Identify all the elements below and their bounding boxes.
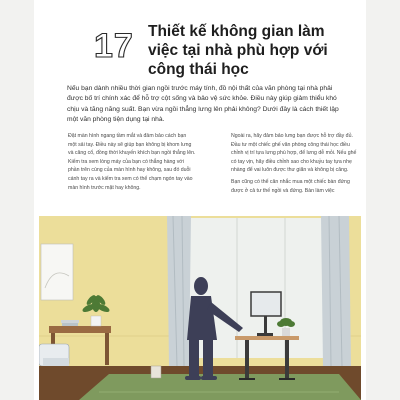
curtain-right (321, 216, 351, 366)
body-paragraph: Đặt màn hình ngang tầm mắt và đảm bảo cách bạn một sải tay. Điều này sẽ giúp bạn không bị khom lưng và căng cổ, đồng thời khuyến khích bạn ngồi thẳng lên. Kiểm tra xem lòng máy của bạn có thẳng hàng với phần trên cùng của màn hình hay không, sau đó duỗi cánh tay ra và kiểm tra xem có thể chạm ngón tay vào màn hình trước mặt hay không. (68, 133, 196, 191)
body-paragraph: Bạn cũng có thể cân nhắc mua một chiếc bàn đứng được ở cả tư thế ngồi và đứng. Bàn làm việc (231, 178, 350, 194)
sideboard (49, 326, 111, 333)
body-column-left (68, 132, 196, 195)
rug (79, 374, 361, 400)
chapter-title-line: công thái học (148, 61, 249, 78)
intro-paragraph: Nếu bạn dành nhiều thời gian ngồi trước máy tính, đồ nội thất của văn phòng tại nhà phải được bố trí chính xác để hỗ trợ cột sống và bảo vệ sức khỏe. Điều này giúp giảm thiểu khó chịu và tăng năng suất. Bạn vừa ngồi thẳng lưng lên phải không? Dưới đây là cách thiết lập một văn phòng tiện dụng tại nhà. (67, 85, 339, 124)
book-page (34, 0, 366, 400)
chapter-title-line: Thiết kế không gian làm (148, 23, 325, 40)
home-office-illustration (39, 216, 361, 400)
body-paragraph: Ngoài ra, hãy đảm bảo lưng bạn được hỗ trợ đầy đủ. Đầu tư một chiếc ghế văn phòng công thái học điều chỉnh vị trí tựa lưng phù hợp, để lưng dễ mỏi. Nếu ghế có tay vịn, hãy điều chỉnh sao cho khuỷu tay tựa nhẹ nhàng để vai luôn được thư giãn và không bị căng. (231, 133, 357, 174)
wall-art (41, 244, 73, 300)
chapter-title (148, 22, 358, 79)
chapter-number: 17 (94, 27, 134, 65)
chapter-title-line: việc tại nhà phù hợp với (148, 42, 328, 59)
curtain-left (167, 216, 191, 366)
body-column-right (231, 132, 359, 198)
plant-pot (91, 316, 101, 326)
